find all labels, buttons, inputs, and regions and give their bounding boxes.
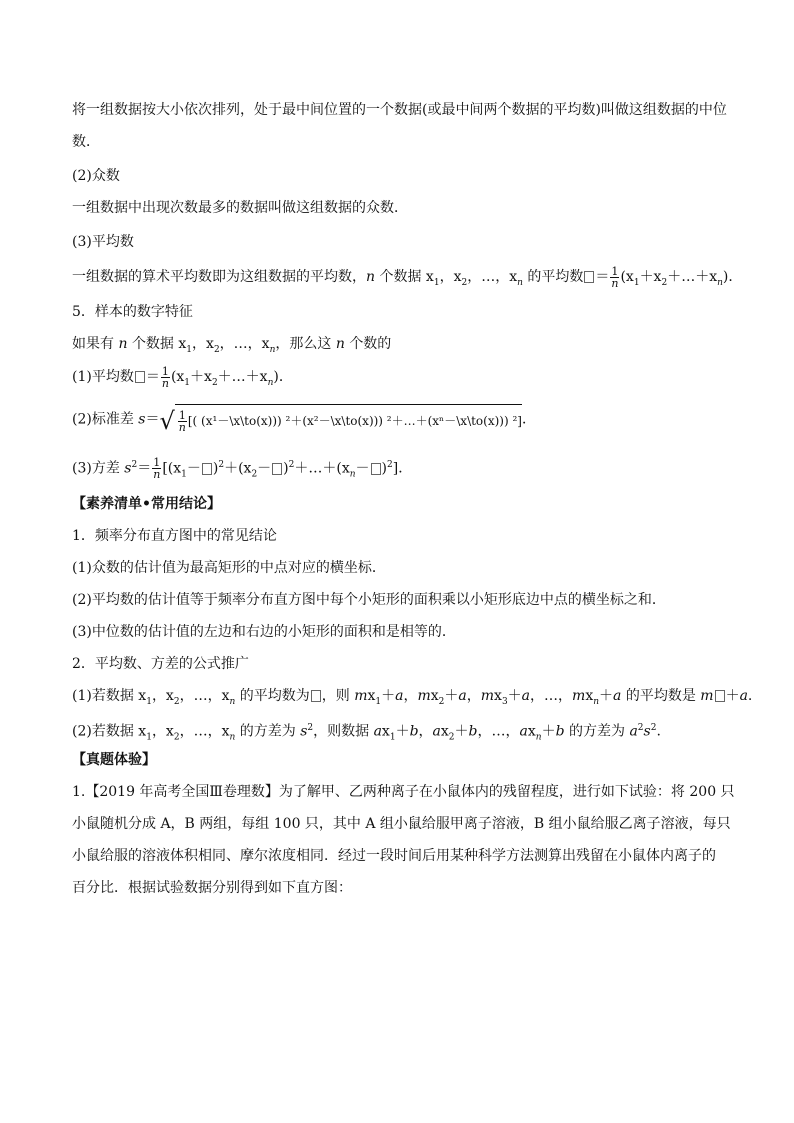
conclusion-1-2: (2)平均数的估计值等于频率分布直方图中每个小矩形的面积乘以小矩形底边中点的横坐标之和． (72, 592, 666, 608)
conclusion-1-3: (3)中位数的估计值的左边和右边的小矩形的面积和是相等的． (72, 624, 456, 640)
mean-heading: (3)平均数 (72, 234, 134, 250)
conclusion-2-2: (2)若数据 $x_1$，$x_2$，…，$x_n$ 的方差为 $s^2$，则数据 $ax_1+b$，$ax_2+b$，…，$ax_n+b$ 的方差为 $a^2s^2$. (72, 723, 661, 743)
section-5-heading: 5．样本的数字特征 (72, 304, 193, 320)
median-definition: 将一组数据按大小依次排列，处于最中间位置的一个数据(或最中间两个数据的平均数)叫做这组数据的中位 (72, 102, 727, 118)
mean-definition: 一组数据的算术平均数即为这组数据的平均数，n 个数据 $x_1$，$x_2$，…，$x_n$ 的平均数 ＝ $\frac{1}{n}$ $(x_1+x_2+\dots+x_n)$． (72, 264, 743, 290)
conclusion-2-heading: 2．平均数、方差的公式推广 (72, 656, 249, 672)
section-title-exam: 【真题体验】 (72, 752, 156, 768)
fraction-1-over-n: $\frac{1}{n}$ (611, 264, 619, 290)
conclusion-1-heading: 1．频率分布直方图中的常见结论 (72, 528, 277, 544)
question-1-line-1: 1.【2019 年高考全国Ⅲ卷理数】为了解甲、乙两种离子在小鼠体内的残留程度，进行如下试验：将 200 只 (72, 784, 735, 800)
conclusion-1-1: (1)众数的估计值为最高矩形的中点对应的横坐标． (72, 560, 386, 576)
mode-heading: (2)众数 (72, 168, 120, 184)
section-5-intro: 如果有 n 个数据 $x_1$，$x_2$，…，$x_n$，那么这 n 个数的 (72, 336, 392, 355)
formula-mean: (1)平均数 ＝ $\frac{1}{n}$ $(x_1+x_2+\dots+x_n)$． (72, 364, 293, 390)
xbar-placeholder-icon (135, 371, 145, 383)
conclusion-2-1: (1)若数据 $x_1$，$x_2$，…，$x_n$ 的平均数为 ，则 $mx_1+a$，$mx_2+a$，$mx_3+a$，…，$mx_n+a$ 的平均数是 m ＋a. (72, 688, 753, 707)
question-1-line-4: 百分比．根据试验数据分别得到如下直方图： (72, 880, 352, 896)
section-title-conclusions: 【素养清单•常用结论】 (72, 496, 221, 512)
sqrt-icon: √ $\frac{1}{n}$ [( (x¹－\x\to(x))) ²＋(x²－\x\to(x))) ²＋…＋(xⁿ－\x\to(x))) ²] (159, 404, 521, 435)
formula-variance: (3)方差 $s^2=$ $\frac{1}{n}$ [$(x_1- )^2+(x_2-$ )$^2+\dots+(x_n- )^2$]． (72, 456, 413, 482)
median-definition-cont: 数． (72, 134, 100, 150)
question-1-line-3: 小鼠给服的溶液体积相同、摩尔浓度相同．经过一段时间后用某种科学方法测算出残留在小鼠体内离子的 (72, 848, 716, 864)
mode-definition: 一组数据中出现次数最多的数据叫做这组数据的众数． (72, 200, 408, 216)
question-1-line-2: 小鼠随机分成 A，B 两组，每组 100 只，其中 A 组小鼠给服甲离子溶液，B 组小鼠给服乙离子溶液，每只 (72, 816, 731, 832)
xbar-placeholder-icon (584, 271, 594, 283)
formula-std: (2)标准差 s＝√ $\frac{1}{n}$ [( (x¹－\x\to(x))) ²＋(x²－\x\to(x))) ²＋…＋(xⁿ－\x\to(x))) ²]． (72, 404, 536, 435)
